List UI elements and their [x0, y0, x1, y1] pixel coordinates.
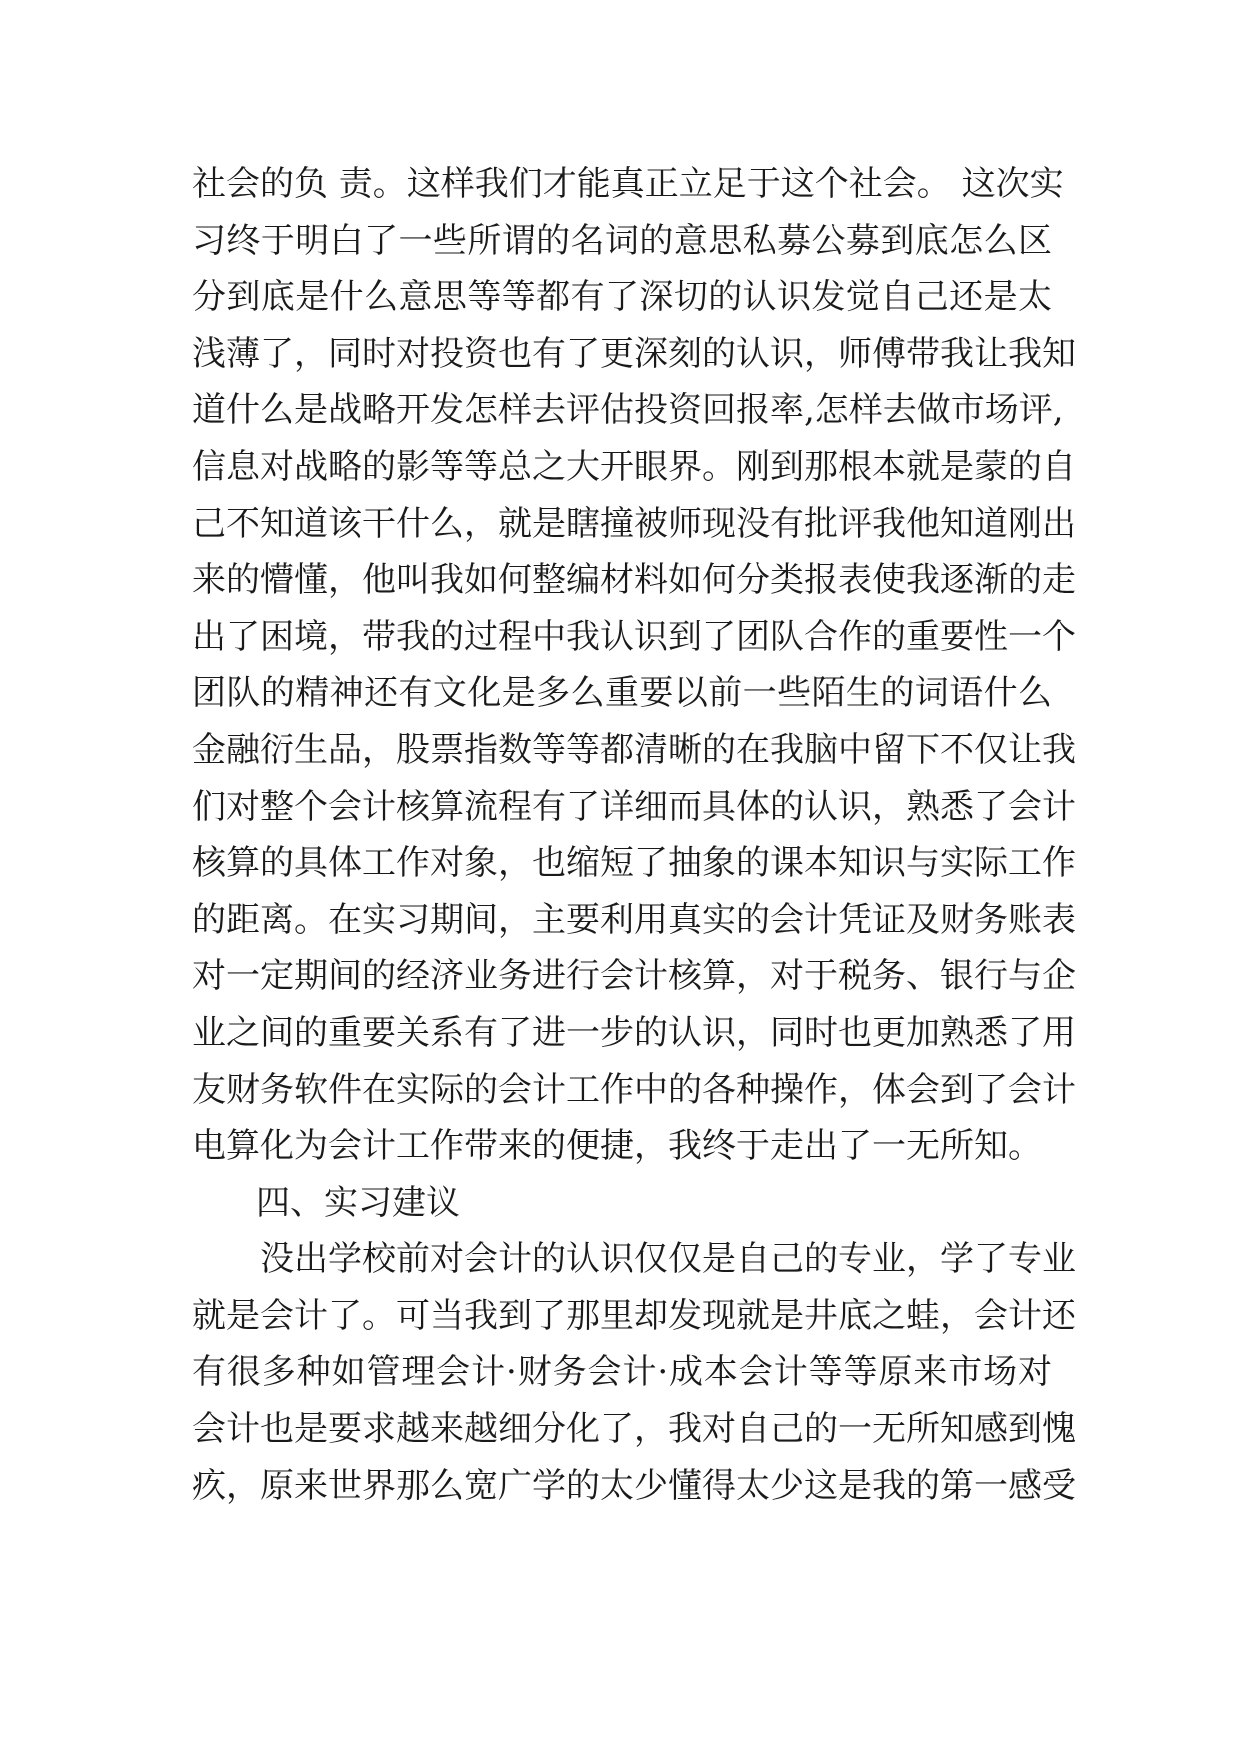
text-line: 会计也是要求越来越细分化了，我对自己的一无所知感到愧 — [192, 1409, 1076, 1450]
text-line: 们对整个会计核算流程有了详细而具体的认识，熟悉了会计 — [192, 786, 1076, 827]
text-line: 分到底是什么意思等等都有了深切的认识发觉自己还是太 — [192, 277, 1052, 318]
text-line: 疚，原来世界那么宽广学的太少懂得太少这是我的第一感受 — [192, 1465, 1076, 1506]
text-line: 习终于明白了一些所谓的名词的意思私募公募到底怎么区 — [192, 220, 1052, 261]
text-line: 道什么是战略开发怎样去评估投资回报率,怎样去做市场评, — [192, 390, 1064, 431]
section-heading: 四、实习建议 — [256, 1182, 460, 1223]
text-line: 己不知道该干什么，就是瞎撞被师现没有批评我他知道刚出 — [192, 503, 1076, 544]
text-line: 来的懵懂，他叫我如何整编材料如何分类报表使我逐渐的走 — [192, 560, 1076, 601]
text-line: 核算的具体工作对象，也缩短了抽象的课本知识与实际工作 — [192, 843, 1076, 884]
text-line: 就是会计了。可当我到了那里却发现就是井底之蛙，会计还 — [192, 1295, 1076, 1336]
text-line: 业之间的重要关系有了进一步的认识，同时也更加熟悉了用 — [192, 1012, 1076, 1053]
text-line: 浅薄了，同时对投资也有了更深刻的认识，师傅带我让我知 — [192, 333, 1076, 374]
text-line: 对一定期间的经济业务进行会计核算，对于税务、银行与企 — [192, 956, 1076, 997]
text-line: 的距离。在实习期间，主要利用真实的会计凭证及财务账表 — [192, 899, 1076, 940]
text-line: 友财务软件在实际的会计工作中的各种操作，体会到了会计 — [192, 1069, 1076, 1110]
text-line: 出了困境，带我的过程中我认识到了团队合作的重要性一个 — [192, 616, 1076, 657]
text-line: 金融衍生品，股票指数等等都清晰的在我脑中留下不仅让我 — [192, 729, 1076, 770]
paragraph-first-line: 没出学校前对会计的认识仅仅是自己的专业，学了专业 — [260, 1239, 1076, 1280]
text-line: 信息对战略的影等等总之大开眼界。刚到那根本就是蒙的自 — [192, 446, 1076, 487]
body-text — [192, 156, 1076, 1514]
paragraph-end-line: 电算化为会计工作带来的便捷，我终于走出了一无所知。 — [192, 1126, 1042, 1167]
text-line: 社会的负 责。这样我们才能真正立足于这个社会。 这次实 — [192, 164, 1064, 204]
text-line: 有很多种如管理会计·财务会计·成本会计等等原来市场对 — [192, 1352, 1052, 1393]
text-line: 团队的精神还有文化是多么重要以前一些陌生的词语什么 — [192, 673, 1052, 714]
